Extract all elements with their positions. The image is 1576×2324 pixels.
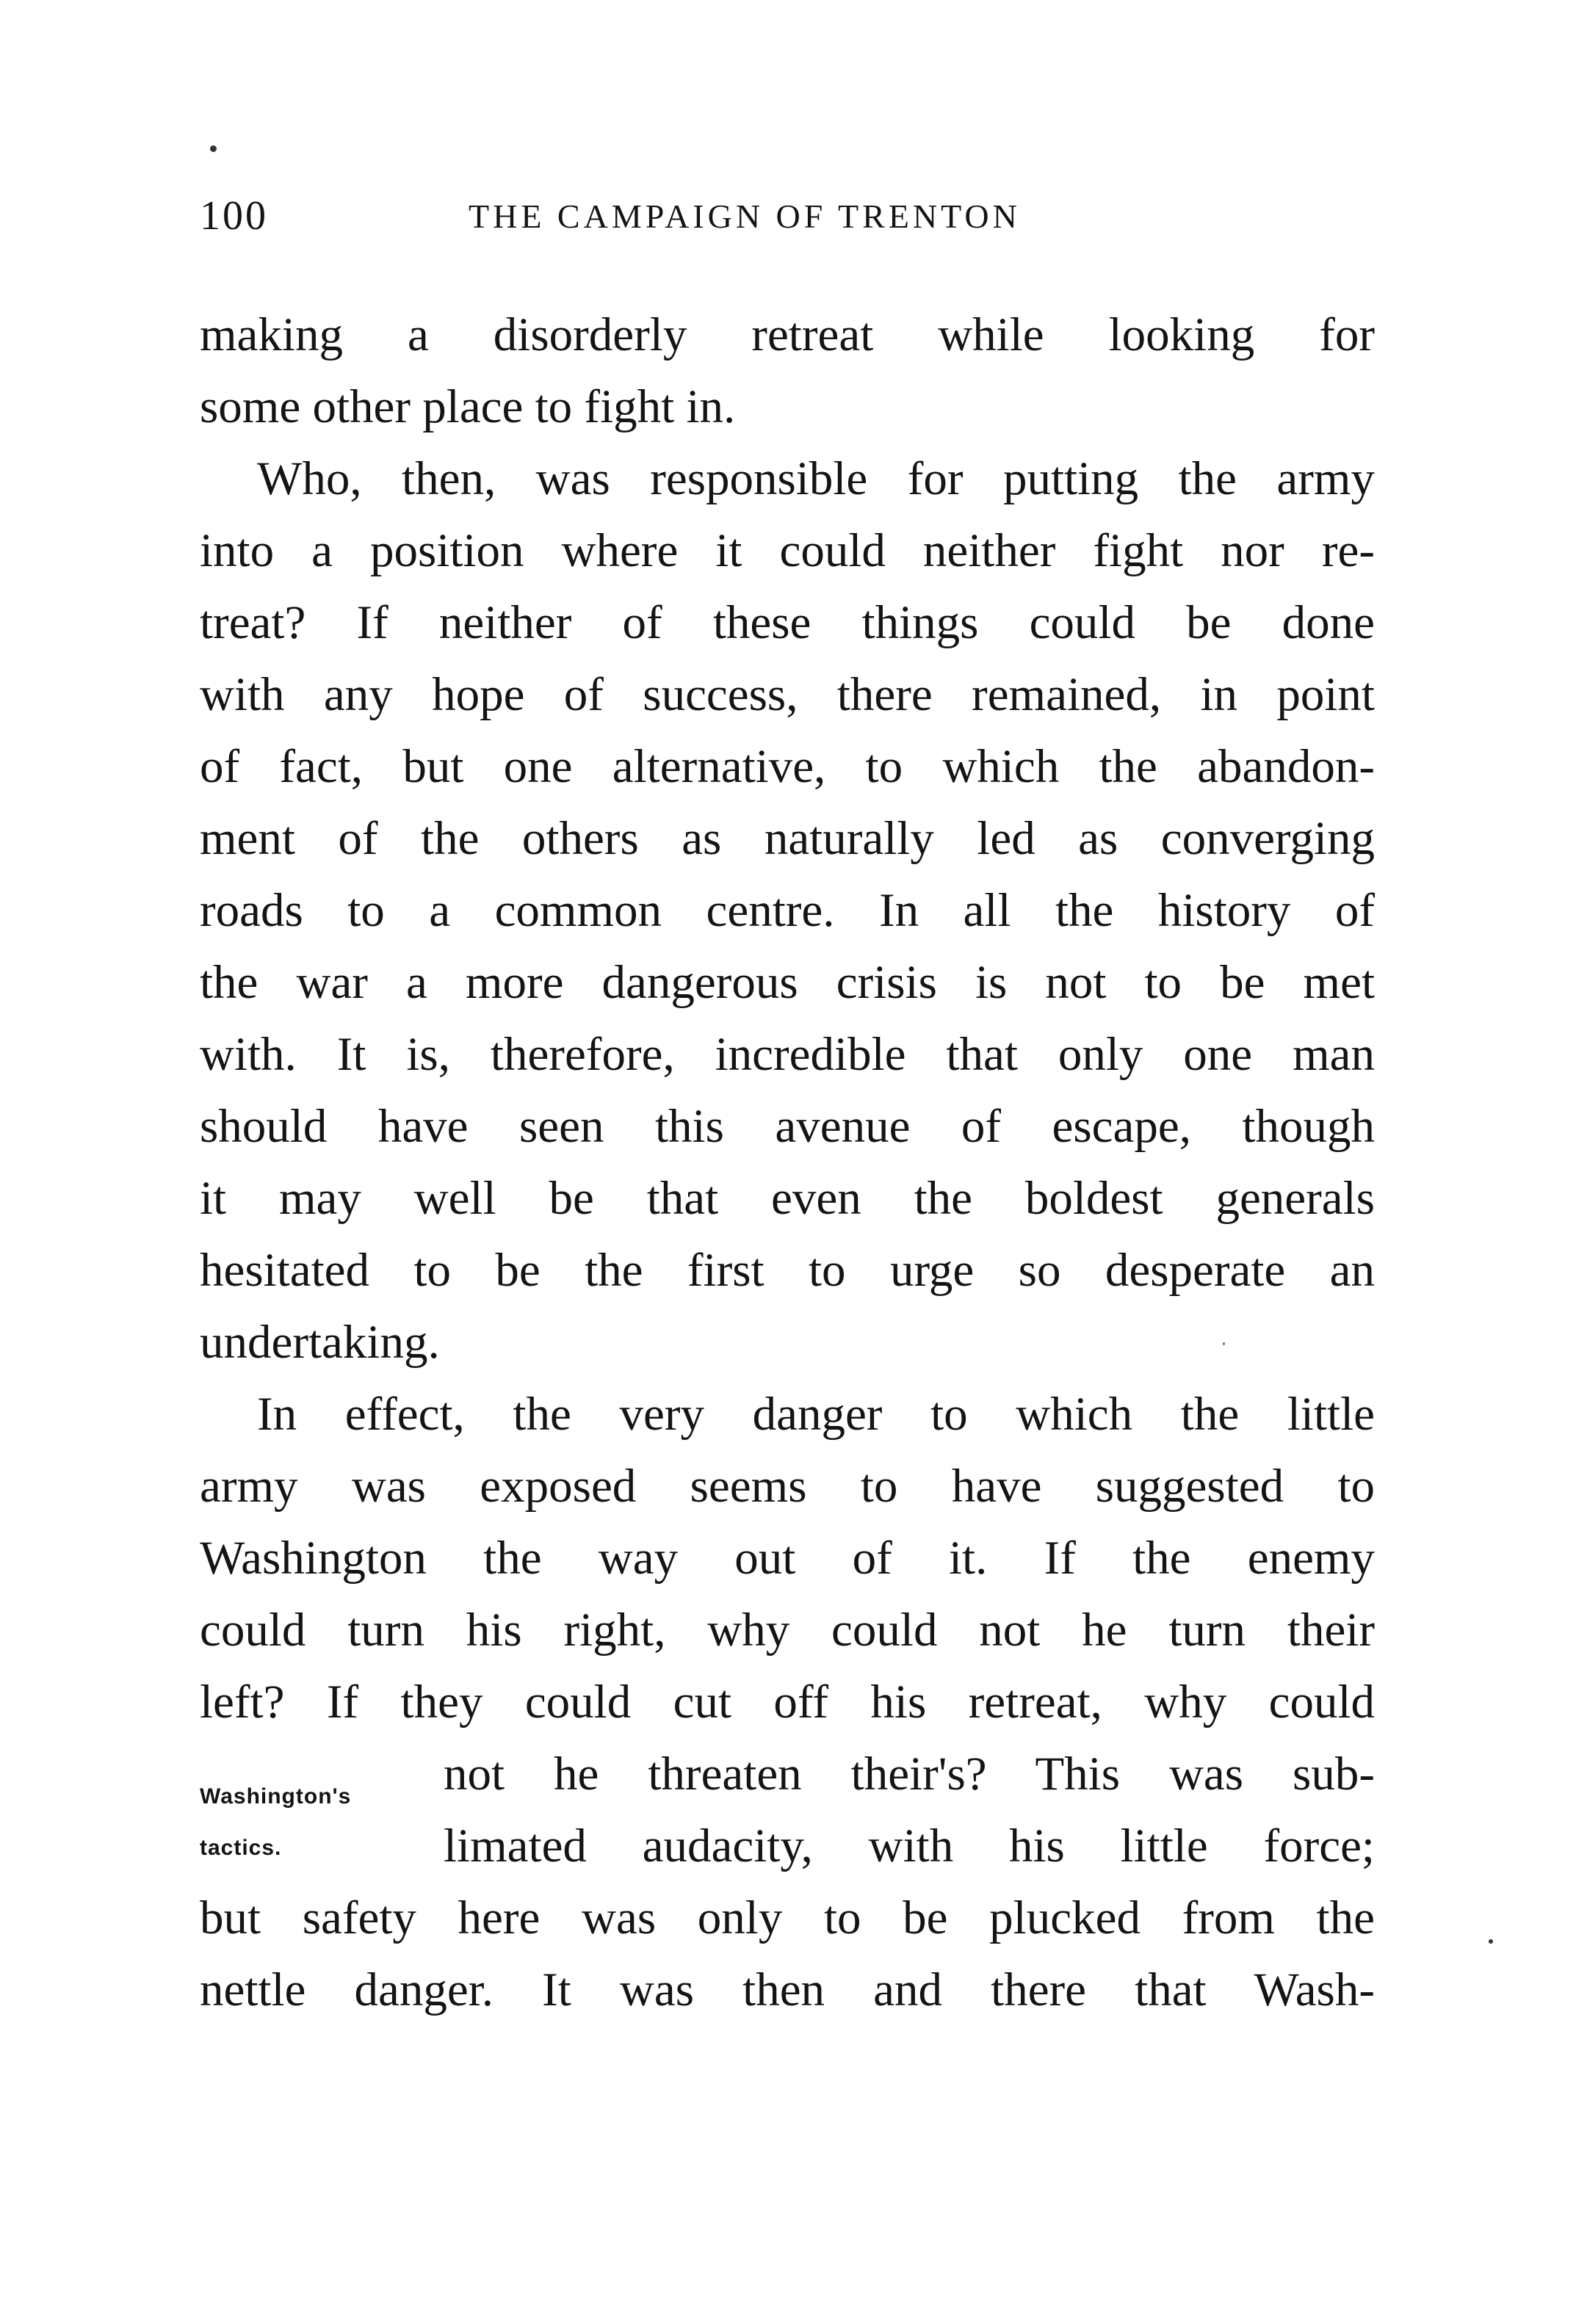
text-line: into a position where it could neither fight nor re- [200, 524, 1375, 577]
page-header [200, 192, 1375, 251]
text-line: hesitated to be the first to urge so desperate an [200, 1244, 1375, 1297]
text-line: the war a more dangerous crisis is not to be met [200, 956, 1375, 1009]
text-line: Who, then, was responsible for putting the army [257, 452, 1375, 505]
text-line: it may well be that even the boldest generals [200, 1172, 1375, 1225]
ink-speck [1223, 1342, 1225, 1345]
running-title: THE CAMPAIGN OF TRENTON [469, 198, 1021, 235]
margin-note-line-2: tactics. [200, 1836, 282, 1860]
text-line: with. It is, therefore, incredible that only one man [200, 1028, 1375, 1081]
text-line: with any hope of success, there remained, in point [200, 668, 1375, 721]
page-number: 100 [200, 193, 268, 239]
text-line: of fact, but one alternative, to which the abandon- [200, 740, 1375, 793]
text-line: should have seen this avenue of escape, though [200, 1100, 1375, 1153]
text-line: making a disorderly retreat while looking for [200, 308, 1375, 361]
ink-speck [1489, 1939, 1493, 1944]
text-line: army was exposed seems to have suggested to [200, 1460, 1375, 1513]
ink-speck [210, 145, 217, 152]
text-line: undertaking. [200, 1316, 440, 1369]
text-line: but safety here was only to be plucked from the [200, 1892, 1375, 1944]
text-line: roads to a common centre. In all the history of [200, 884, 1375, 937]
text-line: nettle danger. It was then and there that Wash- [200, 1963, 1375, 2016]
text-line: limated audacity, with his little force; [444, 1820, 1375, 1872]
text-line: not he threaten their's? This was sub- [444, 1748, 1375, 1800]
text-line: treat? If neither of these things could be done [200, 596, 1375, 649]
text-line: some other place to fight in. [200, 380, 736, 433]
text-line: Washington the way out of it. If the enemy [200, 1532, 1375, 1585]
text-line: In effect, the very danger to which the little [257, 1388, 1375, 1441]
text-line: ment of the others as naturally led as converging [200, 812, 1375, 865]
text-line: left? If they could cut off his retreat, why could [200, 1676, 1375, 1728]
margin-note-line-1: Washington's [200, 1784, 352, 1809]
text-line: could turn his right, why could not he turn their [200, 1604, 1375, 1657]
